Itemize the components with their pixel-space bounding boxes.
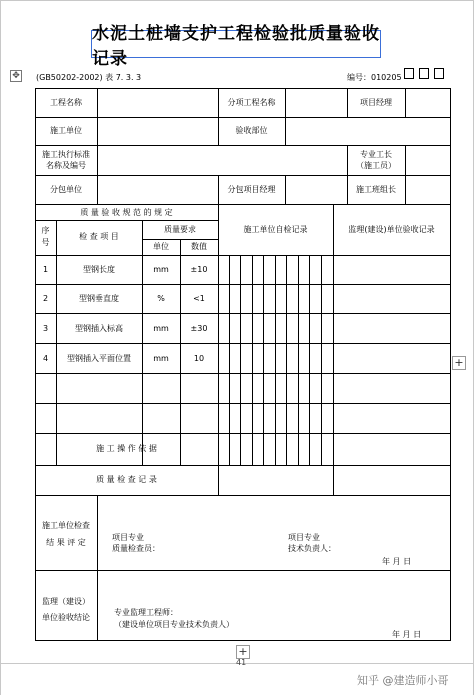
number-box-3[interactable]	[434, 68, 444, 79]
row-seq: 4	[42, 354, 49, 363]
eval-label-line2: 结 果 评 定	[46, 538, 86, 547]
row-item: 型钢插入平面位置	[67, 354, 131, 363]
supervisor-line2: （建设单位项目专业技术负责人）	[114, 620, 234, 629]
item-header: 检 查 项 目	[79, 232, 119, 241]
conclusion-date: 年 月 日	[392, 630, 422, 639]
seq-header-line2: 号	[41, 238, 50, 247]
row-seq: 3	[42, 324, 49, 333]
spec-title: 质 量 验 收 规 范 的 规 定	[80, 208, 173, 217]
quality-inspector-line1: 项目专业	[112, 533, 144, 542]
row-item: 型钢插入标高	[75, 324, 123, 333]
sub-project-name-label: 分项工程名称	[227, 98, 276, 107]
number-box-1[interactable]	[404, 68, 414, 79]
watermark: 知乎 @建造师小哥	[357, 674, 449, 687]
number-box-2[interactable]	[419, 68, 429, 79]
tech-lead-line1: 项目专业	[288, 533, 320, 542]
supervision-header: 监理(建设)单位验收记录	[348, 225, 435, 234]
row-seq: 2	[42, 294, 49, 303]
row-value: 10	[193, 354, 205, 363]
page-number: 41	[236, 658, 247, 667]
row-item: 型钢长度	[83, 265, 115, 274]
value-header: 数值	[191, 242, 207, 251]
project-manager-label: 项目经理	[360, 98, 392, 107]
conclusion-label-line2: 单位验收结论	[42, 613, 90, 622]
eval-date: 年 月 日	[382, 557, 412, 566]
self-check-header: 施工单位自检记录	[243, 225, 308, 234]
row-unit: %	[157, 294, 165, 303]
subcontract-manager-label: 分包项目经理	[227, 185, 276, 194]
row-value: <1	[193, 294, 205, 303]
conclusion-label-line1: 监理（建设）	[42, 597, 90, 606]
row-unit: mm	[153, 265, 169, 274]
row-seq: 1	[42, 265, 49, 274]
subcontract-unit-label: 分包单位	[50, 185, 82, 194]
team-leader-label: 施工班组长	[356, 185, 396, 194]
seq-header-line1: 序	[41, 226, 50, 235]
unit-header: 单位	[153, 242, 169, 251]
standard-label-line2: 名称及编号	[46, 161, 86, 170]
form-number: 编号：010205	[347, 73, 402, 82]
add-row-plus-icon[interactable]: +	[236, 645, 250, 659]
requirement-header: 质量要求	[164, 225, 196, 234]
row-unit: mm	[153, 354, 169, 363]
foreman-label-line1: 专业工长	[360, 150, 392, 159]
document-title: 水泥土桩墙支护工程检验批质量验收记录	[92, 24, 380, 69]
row-value: ±30	[190, 324, 208, 333]
supervisor-line1: 专业监理工程师：	[114, 608, 178, 617]
construction-unit-label: 施工单位	[50, 126, 82, 135]
standard-label-line1: 施工执行标准	[42, 150, 90, 159]
standard-reference: (GB50202-2002) 表 7. 3. 3	[36, 73, 142, 82]
project-name-label: 工程名称	[50, 98, 82, 107]
quality-inspector-line2: 质量检查员：	[112, 544, 160, 553]
add-column-plus-icon[interactable]: +	[452, 356, 466, 370]
eval-label-line1: 施工单位检查	[42, 521, 90, 530]
quality-record-label: 质 量 检 查 记 录	[96, 475, 157, 484]
acceptance-part-label: 验收部位	[235, 126, 268, 135]
row-item: 型钢垂直度	[79, 294, 119, 303]
row-unit: mm	[153, 324, 169, 333]
foreman-label-line2: （施工员）	[356, 161, 396, 170]
operation-basis-label: 施 工 操 作 依 据	[96, 444, 157, 453]
tech-lead-line2: 技术负责人：	[288, 544, 336, 553]
row-value: ±10	[190, 265, 208, 274]
table-move-icon[interactable]: ✥	[10, 70, 22, 82]
